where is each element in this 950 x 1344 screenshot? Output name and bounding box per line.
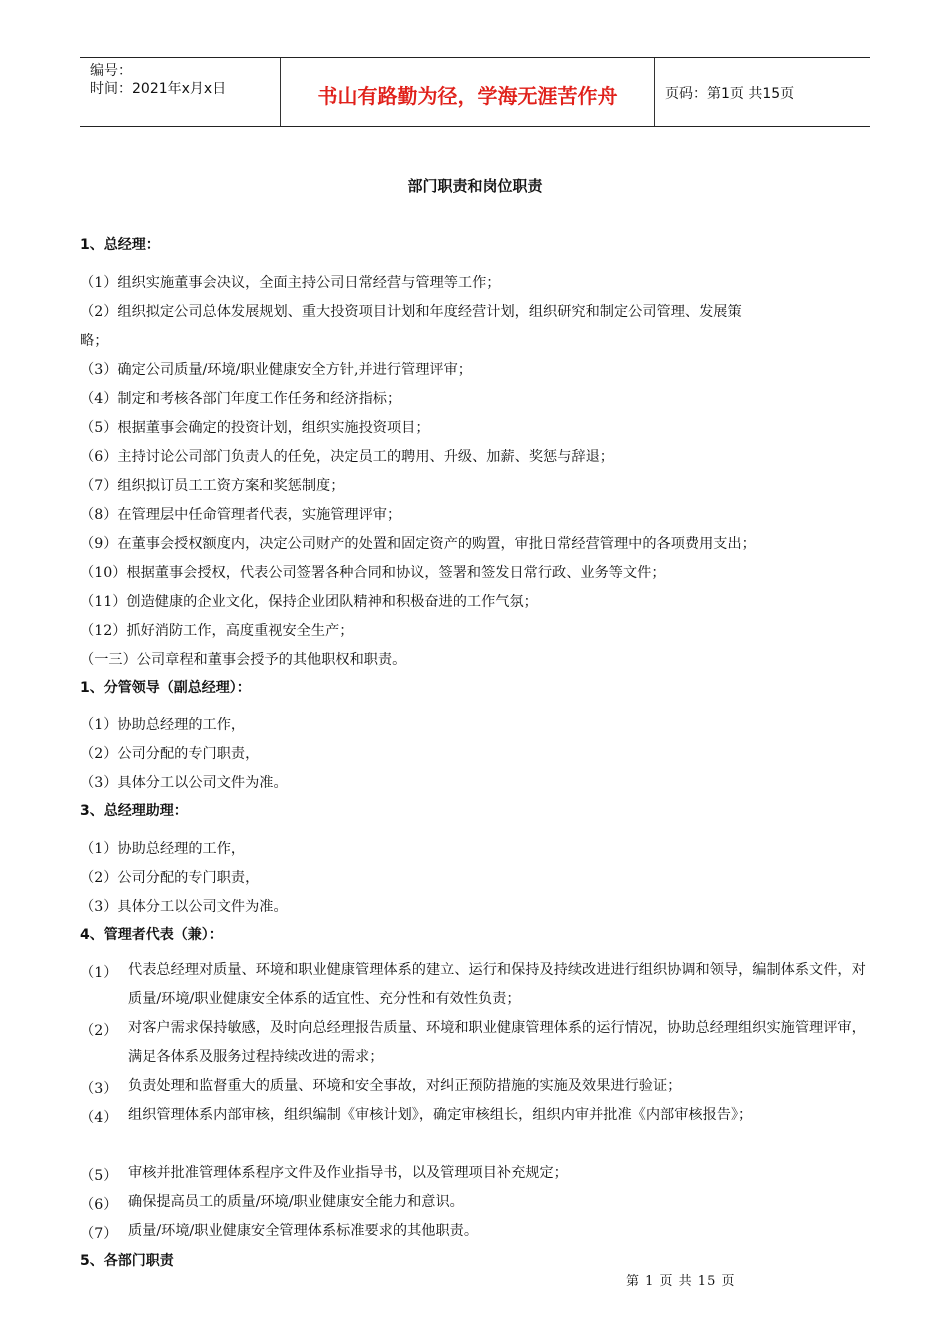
list-item: （2）公司分配的专门职责， <box>80 870 260 886</box>
list-item: （3）具体分工以公司文件为准。 <box>80 775 288 791</box>
document-title: 部门职责和岗位职责 <box>407 177 543 195</box>
item-number: （1） <box>80 965 118 981</box>
header-left-cell <box>80 58 281 126</box>
list-item: （3）确定公司质量/环境/职业健康安全方针,并进行管理评审； <box>80 362 472 378</box>
section-heading-assistant-manager: 3、总经理助理： <box>80 803 188 819</box>
list-item: （5）根据董事会确定的投资计划，组织实施投资项目； <box>80 420 430 436</box>
item-text: 对客户需求保持敏感，及时向总经理报告质量、环境和职业健康管理体系的运行情况，协助总经理组织实施管理评审，满足各体系及服务过程持续改进的需求； <box>128 1020 866 1065</box>
item-text: 审核并批准管理体系程序文件及作业指导书，以及管理项目补充规定； <box>128 1165 568 1181</box>
list-item: （9）在董事会授权额度内，决定公司财产的处置和固定资产的购置，审批日常经营管理中的各项费用支出； <box>80 536 756 552</box>
item-number: （3） <box>80 1081 118 1097</box>
item-text: 组织管理体系内部审核，组织编制《审核计划》，确定审核组长，组织内审并批准《内部审核报告》； <box>128 1107 753 1123</box>
item-number: （7） <box>80 1226 118 1242</box>
section-heading-deputy-manager: 1、分管领导（副总经理）： <box>80 680 251 696</box>
header-right-cell <box>655 58 870 126</box>
list-item: （8）在管理层中任命管理者代表，实施管理评审； <box>80 507 402 523</box>
section-heading-management-representative: 4、管理者代表（兼）： <box>80 927 223 943</box>
item-text: 代表总经理对质量、环境和职业健康管理体系的建立、运行和保持及持续改进进行组织协调和领导，编制体系文件，对质量/环境/职业健康安全体系的适宜性、充分性和有效性负责； <box>128 962 866 1007</box>
item-number: （2） <box>80 1023 118 1039</box>
list-item: （2）公司分配的专门职责， <box>80 746 260 762</box>
list-item: （一三）公司章程和董事会授予的其他职权和职责。 <box>80 652 407 668</box>
item-text: 质量/环境/职业健康安全管理体系标准要求的其他职责。 <box>128 1223 479 1239</box>
document-time-label: 时间：2021年x月x日 <box>90 81 227 97</box>
item-text: 确保提高员工的质量/环境/职业健康安全能力和意识。 <box>128 1194 464 1210</box>
header-table <box>80 57 870 127</box>
header-middle-cell <box>281 58 655 126</box>
section-heading-departments: 5、各部门职责 <box>80 1253 174 1269</box>
list-item: （12）抓好消防工作，高度重视安全生产； <box>80 623 354 639</box>
item-text: 负责处理和监督重大的质量、环境和安全事故，对纠正预防措施的实施及效果进行验证； <box>128 1078 682 1094</box>
list-item: 略； <box>80 333 109 349</box>
document-number-label: 编号： <box>90 63 132 79</box>
item-number: （5） <box>80 1168 118 1184</box>
list-item: （3）具体分工以公司文件为准。 <box>80 899 288 915</box>
list-item: （7）组织拟订员工工资方案和奖惩制度； <box>80 478 345 494</box>
list-item: （10）根据董事会授权，代表公司签署各种合同和协议，签署和签发日常行政、业务等文件； <box>80 565 666 581</box>
list-item: （2）组织拟定公司总体发展规划、重大投资项目计划和年度经营计划，组织研究和制定公司管理、发展策 <box>80 304 742 320</box>
list-item: （11）创造健康的企业文化，保持企业团队精神和积极奋进的工作气氛； <box>80 594 538 610</box>
list-item: （1）协助总经理的工作， <box>80 717 246 733</box>
list-item: （1）协助总经理的工作， <box>80 841 246 857</box>
section-heading-general-manager: 1、总经理： <box>80 237 160 253</box>
header-motto: 书山有路勤为径，学海无涯苦作舟 <box>317 84 618 108</box>
list-item: （1）组织实施董事会决议，全面主持公司日常经营与管理等工作； <box>80 275 501 291</box>
item-number: （6） <box>80 1197 118 1213</box>
header-page-code: 页码：第1页 共15页 <box>665 86 795 102</box>
list-item: （4）制定和考核各部门年度工作任务和经济指标； <box>80 391 402 407</box>
page-footer: 第 1 页 共 15 页 <box>626 1274 736 1289</box>
item-number: （4） <box>80 1110 118 1126</box>
list-item: （6）主持讨论公司部门负责人的任免，决定员工的聘用、升级、加薪、奖惩与辞退； <box>80 449 614 465</box>
